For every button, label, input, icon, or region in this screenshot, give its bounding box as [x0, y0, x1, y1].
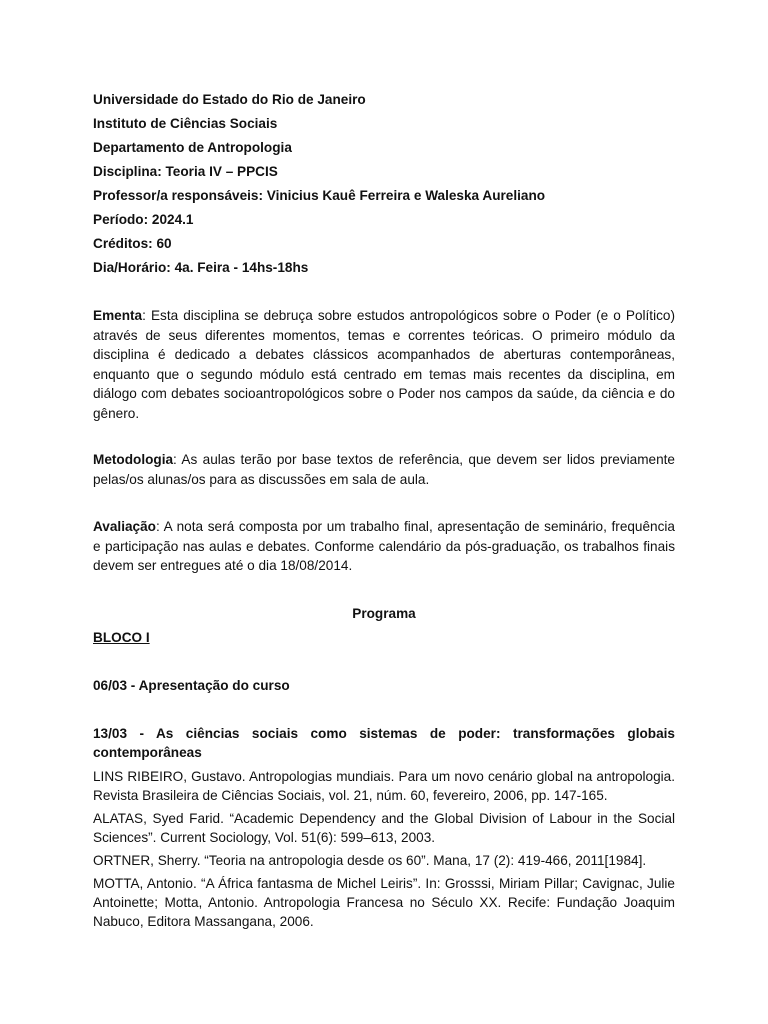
course-discipline: Disciplina: Teoria IV – PPCIS	[93, 164, 278, 179]
session-heading: 06/03 - Apresentação do curso	[93, 677, 290, 693]
reference-list	[93, 767, 675, 931]
avaliacao-paragraph	[93, 517, 675, 576]
course-credits: Créditos: 60	[93, 236, 172, 251]
bloco-heading: BLOCO I	[93, 629, 150, 645]
ementa-label: Ementa	[93, 308, 143, 323]
institute-name: Instituto de Ciências Sociais	[93, 116, 278, 131]
session-heading: 13/03 - As ciências sociais como sistemas de poder: transformações globais contemporâneas	[93, 725, 675, 760]
metodologia-text: : As aulas terão por base textos de referência, que devem ser lidos previamente pelas/os alunas/os para as discussões em sala de aula.	[93, 452, 675, 487]
department-name: Departamento de Antropologia	[93, 140, 292, 155]
ementa-text: : Esta disciplina se debruça sobre estudos antropológicos sobre o Poder (e o Político) através de seus diferentes momentos, temas e correntes teóricas. O primeiro módulo da disciplina é dedicado a debates clássicos acompanhados de aberturas contemporâneas, enquanto que o segundo módulo está centrado em temas mais recentes da disciplina, em diálogo com debates socioantropológicos sobre o Poder nos campos da saúde, da ciência e do gênero.	[93, 308, 675, 421]
course-professors: Professor/a responsáveis: Vinicius Kauê Ferreira e Waleska Aureliano	[93, 188, 546, 203]
reference-item: ALATAS, Syed Farid. “Academic Dependency and the Global Division of Labour in the Social Sciences”. Current Sociology, Vol. 51(6): 599–613, 2003.	[93, 810, 675, 845]
course-header	[93, 88, 675, 280]
avaliacao-label: Avaliação	[93, 519, 156, 534]
reference-item: ORTNER, Sherry. “Teoria na antropologia desde os 60”. Mana, 17 (2): 419-466, 2011[1984].	[93, 852, 647, 868]
reference-item: LINS RIBEIRO, Gustavo. Antropologias mundiais. Para um novo cenário global na antropologia. Revista Brasileira de Ciências Sociais, vol. 21, núm. 60, fevereiro, 2006, pp. 147-165.	[93, 768, 675, 803]
course-schedule: Dia/Horário: 4a. Feira - 14hs-18hs	[93, 260, 309, 275]
avaliacao-text: : A nota será composta por um trabalho final, apresentação de seminário, frequência e participação nas aulas e debates. Conforme calendário da pós-graduação, os trabalhos finais devem ser entregues até o dia 18/08/2014.	[93, 519, 675, 573]
metodologia-label: Metodologia	[93, 452, 174, 467]
course-period: Período: 2024.1	[93, 212, 194, 227]
reference-item: MOTTA, Antonio. “A África fantasma de Michel Leiris”. In: Grosssi, Miriam Pillar; Cavignac, Julie Antoinette; Motta, Antonio. Antropologia Francesa no Século XX. Recife: Fundação Joaquim Nabuco, Editora Massangana, 2006.	[93, 875, 675, 929]
metodologia-paragraph	[93, 450, 675, 489]
ementa-paragraph	[93, 306, 675, 423]
university-name: Universidade do Estado do Rio de Janeiro	[93, 92, 366, 107]
programa-title: Programa	[352, 605, 416, 621]
